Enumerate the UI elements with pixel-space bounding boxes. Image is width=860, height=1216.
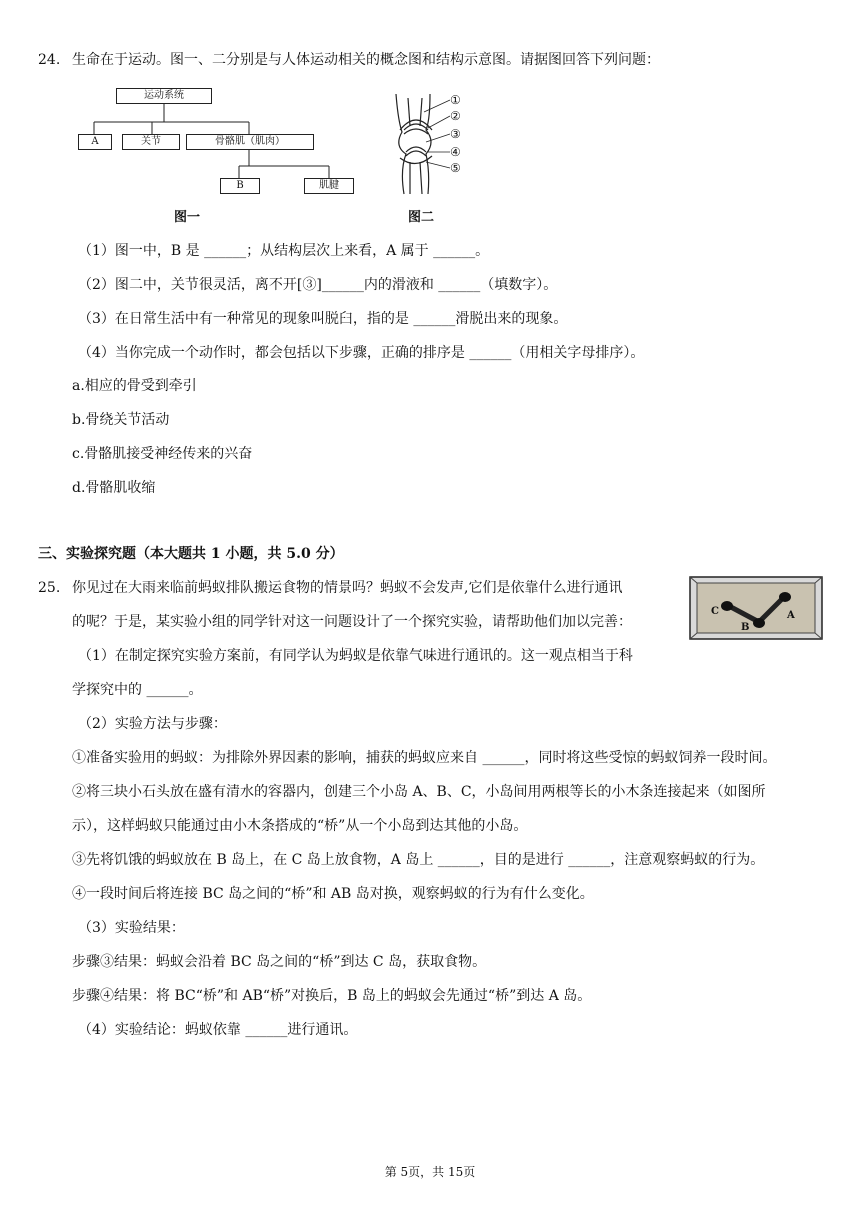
node-motor-system: 运动系统 xyxy=(116,88,212,104)
q25-stem-line1: 你见过在大雨来临前蚂蚁排队搬运食物的情景吗？蚂蚁不会发声,它们是依靠什么进行通讯 xyxy=(72,580,623,596)
page-footer: 第 5页，共 15页 xyxy=(384,1165,476,1179)
q25-step-3: ③先将饥饿的蚂蚁放在 B 岛上，在 C 岛上放食物，A 岛上 ______，目的是进行 ______，注意观察蚂蚁的行为。 xyxy=(72,852,765,868)
q25-part2-heading: （2）实验方法与步骤： xyxy=(78,716,227,732)
label-4: ④ xyxy=(450,145,461,159)
ant-island-figure xyxy=(689,576,823,640)
q25-step-1: ①准备实验用的蚂蚁：为排除外界因素的影响，捕获的蚂蚁应来自 ______，同时将这些受惊的蚂蚁饲养一段时间。 xyxy=(72,750,777,766)
q25-part4-conclusion: （4）实验结论：蚂蚁依靠 ______进行通讯。 xyxy=(78,1022,358,1038)
joint-illustration xyxy=(386,90,476,198)
q25-step-2-line2: 示），这样蚂蚁只能通过由小木条搭成的“桥”从一个小岛到达其他的小岛。 xyxy=(72,818,528,834)
q24-sub-2: （2）图二中，关节很灵活，离不开[③]______内的滑液和 ______（填数字）。 xyxy=(78,277,558,293)
label-1: ① xyxy=(450,93,461,107)
island-c-label: C xyxy=(711,606,719,617)
q25-part3-heading: （3）实验结果： xyxy=(78,920,185,936)
q24-option-d: d.骨骼肌收缩 xyxy=(72,480,156,496)
node-tendon: 肌腱 xyxy=(304,178,354,194)
node-b: B xyxy=(220,178,260,194)
q24-stem: 生命在于运动。图一、二分别是与人体运动相关的概念图和结构示意图。请据图回答下列问题： xyxy=(72,52,660,68)
concept-map-connectors xyxy=(74,84,364,224)
q24-option-b: b.骨绕关节活动 xyxy=(72,412,170,428)
node-skeletal-muscle: 骨骼肌（肌肉） xyxy=(186,134,314,150)
island-b-label: B xyxy=(741,622,750,633)
figure-2-joint-diagram xyxy=(386,90,476,226)
node-joint: 关节 xyxy=(122,134,180,150)
q25-part1-line2: 学探究中的 ______。 xyxy=(72,682,203,698)
q24-option-c: c.骨骼肌接受神经传来的兴奋 xyxy=(72,446,253,462)
q24-sub-1: （1）图一中，B 是 ______；从结构层次上来看，A 属于 ______。 xyxy=(78,243,490,259)
island-a-label: A xyxy=(787,610,795,621)
section-3-heading: 三、实验探究题（本大题共 1 小题，共 5.0 分） xyxy=(38,546,344,562)
q25-result-2: 步骤④结果：将 BC“桥”和 AB“桥”对换后，B 岛上的蚂蚁会先通过“桥”到达 A 岛。 xyxy=(72,988,592,1004)
node-a: A xyxy=(78,134,112,150)
q25-step-2-line1: ②将三块小石头放在盛有清水的容器内，创建三个小岛 A、B、C，小岛间用两根等长的小木条连接起来（如图所 xyxy=(72,784,766,800)
label-3: ③ xyxy=(450,127,461,141)
q24-sub-4: （4）当你完成一个动作时，都会包括以下步骤，正确的排序是 ______（用相关字母排序）。 xyxy=(78,345,645,361)
q25-stem-line2: 的呢？于是，某实验小组的同学针对这一问题设计了一个探究实验，请帮助他们加以完善： xyxy=(72,614,632,630)
figure-1-caption: 图一 xyxy=(174,210,201,225)
q24-number: 24. xyxy=(38,52,61,68)
label-2: ② xyxy=(450,109,461,123)
label-5: ⑤ xyxy=(450,161,461,175)
figure-2-caption: 图二 xyxy=(408,210,435,225)
q24-sub-3: （3）在日常生活中有一种常见的现象叫脱臼，指的是 ______滑脱出来的现象。 xyxy=(78,311,568,327)
q25-result-1: 步骤③结果：蚂蚁会沿着 BC 岛之间的“桥”到达 C 岛，获取食物。 xyxy=(72,954,487,970)
q25-part1-line1: （1）在制定探究实验方案前，有同学认为蚂蚁是依靠气味进行通讯的。这一观点相当于科 xyxy=(78,648,633,664)
figure-1-concept-map xyxy=(74,84,364,224)
q25-number: 25. xyxy=(38,580,61,596)
q25-step-4: ④一段时间后将连接 BC 岛之间的“桥”和 AB 岛对换，观察蚂蚁的行为有什么变化。 xyxy=(72,886,594,902)
island-container-illustration xyxy=(689,576,823,640)
q24-option-a: a.相应的骨受到牵引 xyxy=(72,378,197,394)
